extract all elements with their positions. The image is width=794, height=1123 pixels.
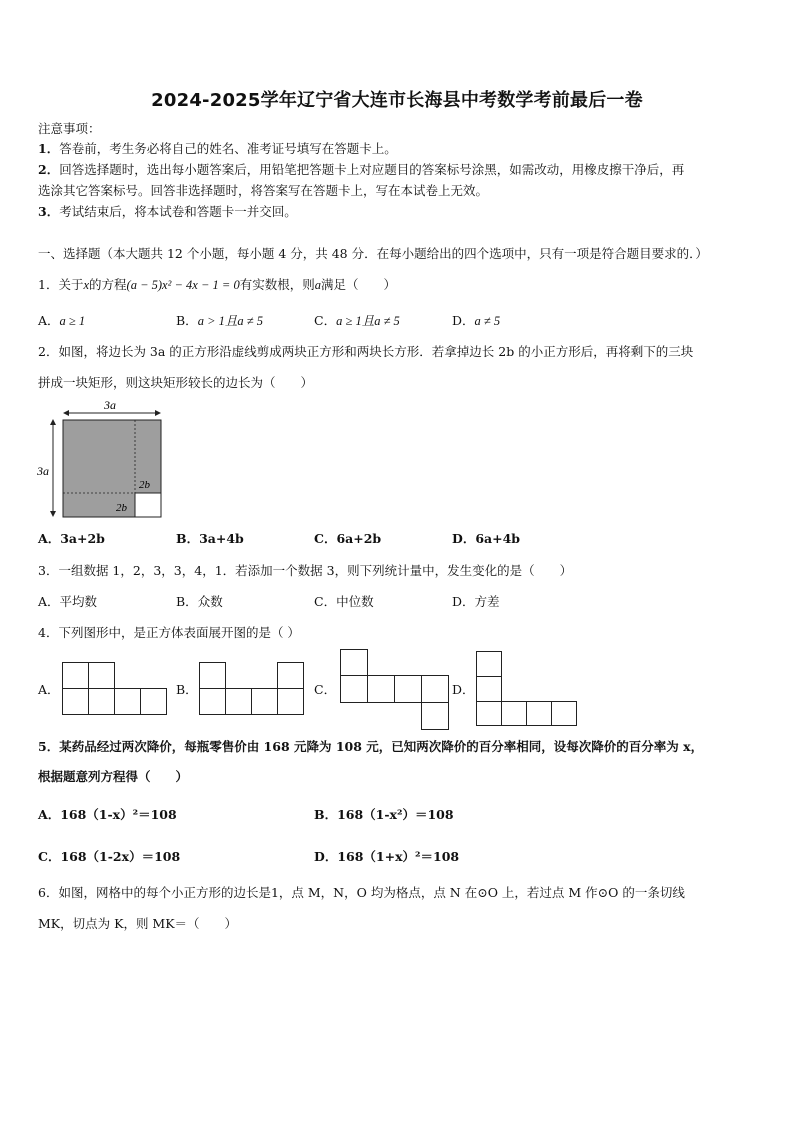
q3-option-c: C．中位数 xyxy=(314,594,374,609)
q3-option-b: B．众数 xyxy=(176,594,223,609)
q1-option-a: A．a ≥ 1 xyxy=(38,313,86,328)
q3-option-d: D．方差 xyxy=(452,594,500,609)
q4-net-c xyxy=(340,649,450,731)
q4-label-c: C． xyxy=(314,682,337,697)
question-2-line-1: 2．如图，将边长为 3a 的正方形沿虚线剪成两块正方形和两块长方形．若拿掉边长 2b 的小正方形后，再将剩下的三块 xyxy=(38,344,694,359)
q4-label-a: A． xyxy=(38,682,60,697)
q2-square-figure xyxy=(34,396,174,522)
q4-net-b xyxy=(199,662,307,716)
notice-item-2-cont: 选涂其它答案标号。回答非选择题时，将答案写在答题卡上，写在本试卷上无效。 xyxy=(38,183,489,198)
q4-label-b: B． xyxy=(176,682,198,697)
q2-option-b: B．3a+4b xyxy=(176,531,244,546)
fig-label-small-bottom: 2b xyxy=(116,502,127,514)
fig-label-top: 3a xyxy=(104,398,116,412)
question-4: 4．下列图形中，是正方体表面展开图的是（ ） xyxy=(38,625,300,640)
q4-net-d xyxy=(476,651,578,727)
notice-item-3: 3．考试结束后，将本试卷和答题卡一并交回。 xyxy=(38,204,297,219)
q1-option-d: D．a ≠ 5 xyxy=(452,313,501,328)
q1-option-b: B．a > 1且a ≠ 5 xyxy=(176,313,263,328)
question-6-line-2: MK，切点为 K，则 MK＝（ ） xyxy=(38,916,238,931)
fig-label-small-right: 2b xyxy=(139,479,150,491)
question-5-line-2: 根据题意列方程得（ ） xyxy=(38,769,189,784)
question-1: 1．关于x的方程(a − 5)x² − 4x − 1 = 0有实数根，则a满足（ ） xyxy=(38,277,396,292)
q4-net-a xyxy=(62,662,170,716)
question-3: 3．一组数据 1，2，3，3，4，1．若添加一个数据 3，则下列统计量中，发生变化的是（ ） xyxy=(38,563,573,578)
question-6-line-1: 6．如图，网格中的每个小正方形的边长是1，点 M，N，O 均为格点，点 N 在⊙O 上，若过点 M 作⊙O 的一条切线 xyxy=(38,885,685,900)
notice-item-1: 1．答卷前，考生务必将自己的姓名、准考证号填写在答题卡上。 xyxy=(38,141,397,156)
q3-option-a: A．平均数 xyxy=(38,594,98,609)
notice-item-2: 2．回答选择题时，选出每小题答案后，用铅笔把答题卡上对应题目的答案标号涂黑，如需改动，用橡皮擦干净后，再 xyxy=(38,162,685,177)
q2-option-c: C．6a+2b xyxy=(314,531,382,546)
q5-option-b: B．168（1-x²）＝108 xyxy=(314,807,454,822)
fig-label-left: 3a xyxy=(37,464,49,478)
q5-option-d: D．168（1+x）²＝108 xyxy=(314,849,460,864)
q2-option-a: A．3a+2b xyxy=(38,531,105,546)
q5-option-c: C．168（1-2x）＝108 xyxy=(38,849,181,864)
q4-label-d: D． xyxy=(452,682,475,697)
page-title: 2024-2025学年辽宁省大连市长海县中考数学考前最后一卷 xyxy=(151,90,643,111)
q1-option-c: C．a ≥ 1且a ≠ 5 xyxy=(314,313,400,328)
notice-heading: 注意事项： xyxy=(38,121,101,136)
question-2-line-2: 拼成一块矩形，则这块矩形较长的边长为（ ） xyxy=(38,375,314,390)
q5-option-a: A．168（1-x）²＝108 xyxy=(38,807,177,822)
q2-option-d: D．6a+4b xyxy=(452,531,521,546)
question-5-line-1: 5．某药品经过两次降价，每瓶零售价由 168 元降为 108 元，已知两次降价的百分率相同，设每次降价的百分率为 x， xyxy=(38,739,704,754)
section-heading: 一、选择题（本大题共 12 个小题，每小题 4 分，共 48 分．在每小题给出的四个选项中，只有一项是符合题目要求的．） xyxy=(38,246,708,261)
